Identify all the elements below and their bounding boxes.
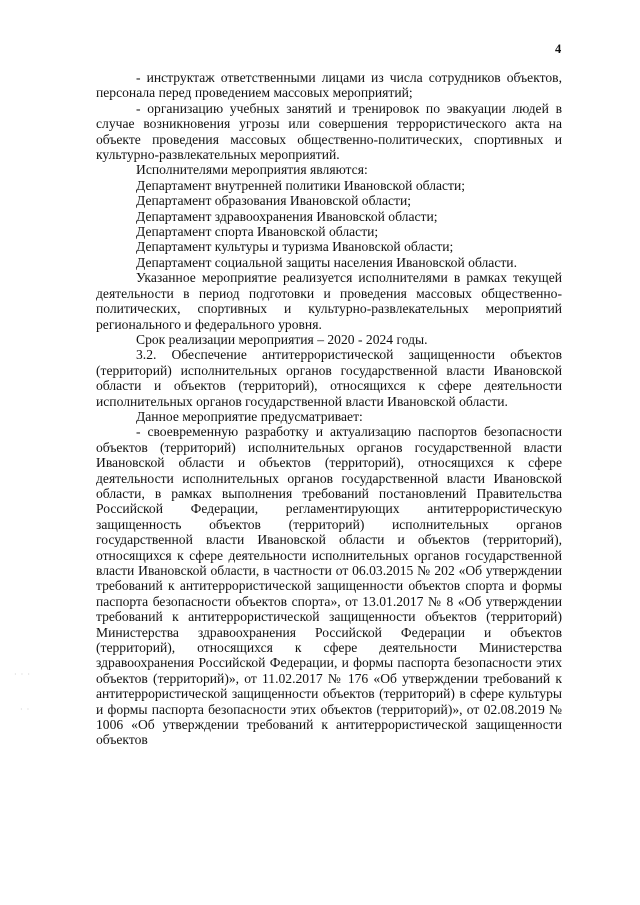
paragraph-provides: Данное мероприятие предусматривает: <box>136 408 363 424</box>
executor-internal-policy: Департамент внутренней политики Ивановской области; <box>136 177 466 193</box>
page-number: 4 <box>555 42 562 56</box>
paragraph-security-passports: - своевременную разработку и актуализацию паспортов безопасности объектов (территорий) исполнительных органов государственной власти Ивановской области и объектов (территорий), относящихся к сфере деятельности исполнительных органов государственной власти Ивановской области, в рамках выполнения требований постановлений Правительства Российской Федерации, регламентирующих антитеррористическую защищенность объектов (территорий) исполнительных органов государственной власти Ивановской области и объектов (территорий), относящихся к сфере деятельности исполнительных органов государственной власти Ивановской области, в частности от 06.03.2015 № 202 «Об утверждении требований к антитеррористической защищенности объектов спорта и формы паспорта безопасности объектов спорта», от 13.01.2017 № 8 «Об утверждении требований к антитеррористической защищенности объектов (территорий) Министерства здравоохранения Российской Федерации и объектов (территорий), относящихся к сфере деятельности Министерства здравоохранения Российской Федерации, и формы паспорта безопасности этих объектов (территорий)», от 11.02.2017 № 176 «Об утверждении требований к антитеррористической защищенности объектов (территорий) в сфере культуры и формы паспорта безопасности этих объектов (территорий)», от 02.08.2019 № 1006 «Об утверждении требований к антитеррористической защищенности объектов <box>96 424 562 748</box>
section-3-2-heading: 3.2. Обеспечение антитеррористической защищенности объектов (территорий) исполнительных органов государственной власти Ивановской области и объектов (территорий), относящихся к сфере деятельности исполнительных органов государственной власти Ивановской области. <box>96 347 562 409</box>
executor-sport: Департамент спорта Ивановской области; <box>136 224 379 240</box>
paragraph-executors-heading: Исполнителями мероприятия являются: <box>136 162 368 178</box>
executor-healthcare: Департамент здравоохранения Ивановской области; <box>136 208 438 224</box>
executor-education: Департамент образования Ивановской области; <box>136 193 412 209</box>
executor-social-protection: Департамент социальной защиты населения Ивановской области. <box>136 254 517 270</box>
paragraph-instruction: - инструктаж ответственными лицами из числа сотрудников объектов, персонала перед проведением массовых мероприятий; <box>96 70 562 101</box>
document-body <box>96 70 562 748</box>
paragraph-implementation: Указанное мероприятие реализуется исполнителями в рамках текущей деятельности в период подготовки и проведения массовых общественно-политических, спортивных и культурно-развлекательных мероприятий регионального и федерального уровня. <box>96 270 562 332</box>
paragraph-deadline: Срок реализации мероприятия – 2020 - 2024 годы. <box>136 331 428 347</box>
executor-culture-tourism: Департамент культуры и туризма Ивановской области; <box>136 239 454 255</box>
paragraph-evacuation-training: - организацию учебных занятий и тренировок по эвакуации людей в случае возникновения угрозы или совершения террористического акта на объекте проведения массовых общественно-политических, спортивных и культурно-развлекательных мероприятий. <box>96 100 562 163</box>
scan-noise: · · · <box>14 670 31 679</box>
scan-noise: · · <box>20 705 31 714</box>
